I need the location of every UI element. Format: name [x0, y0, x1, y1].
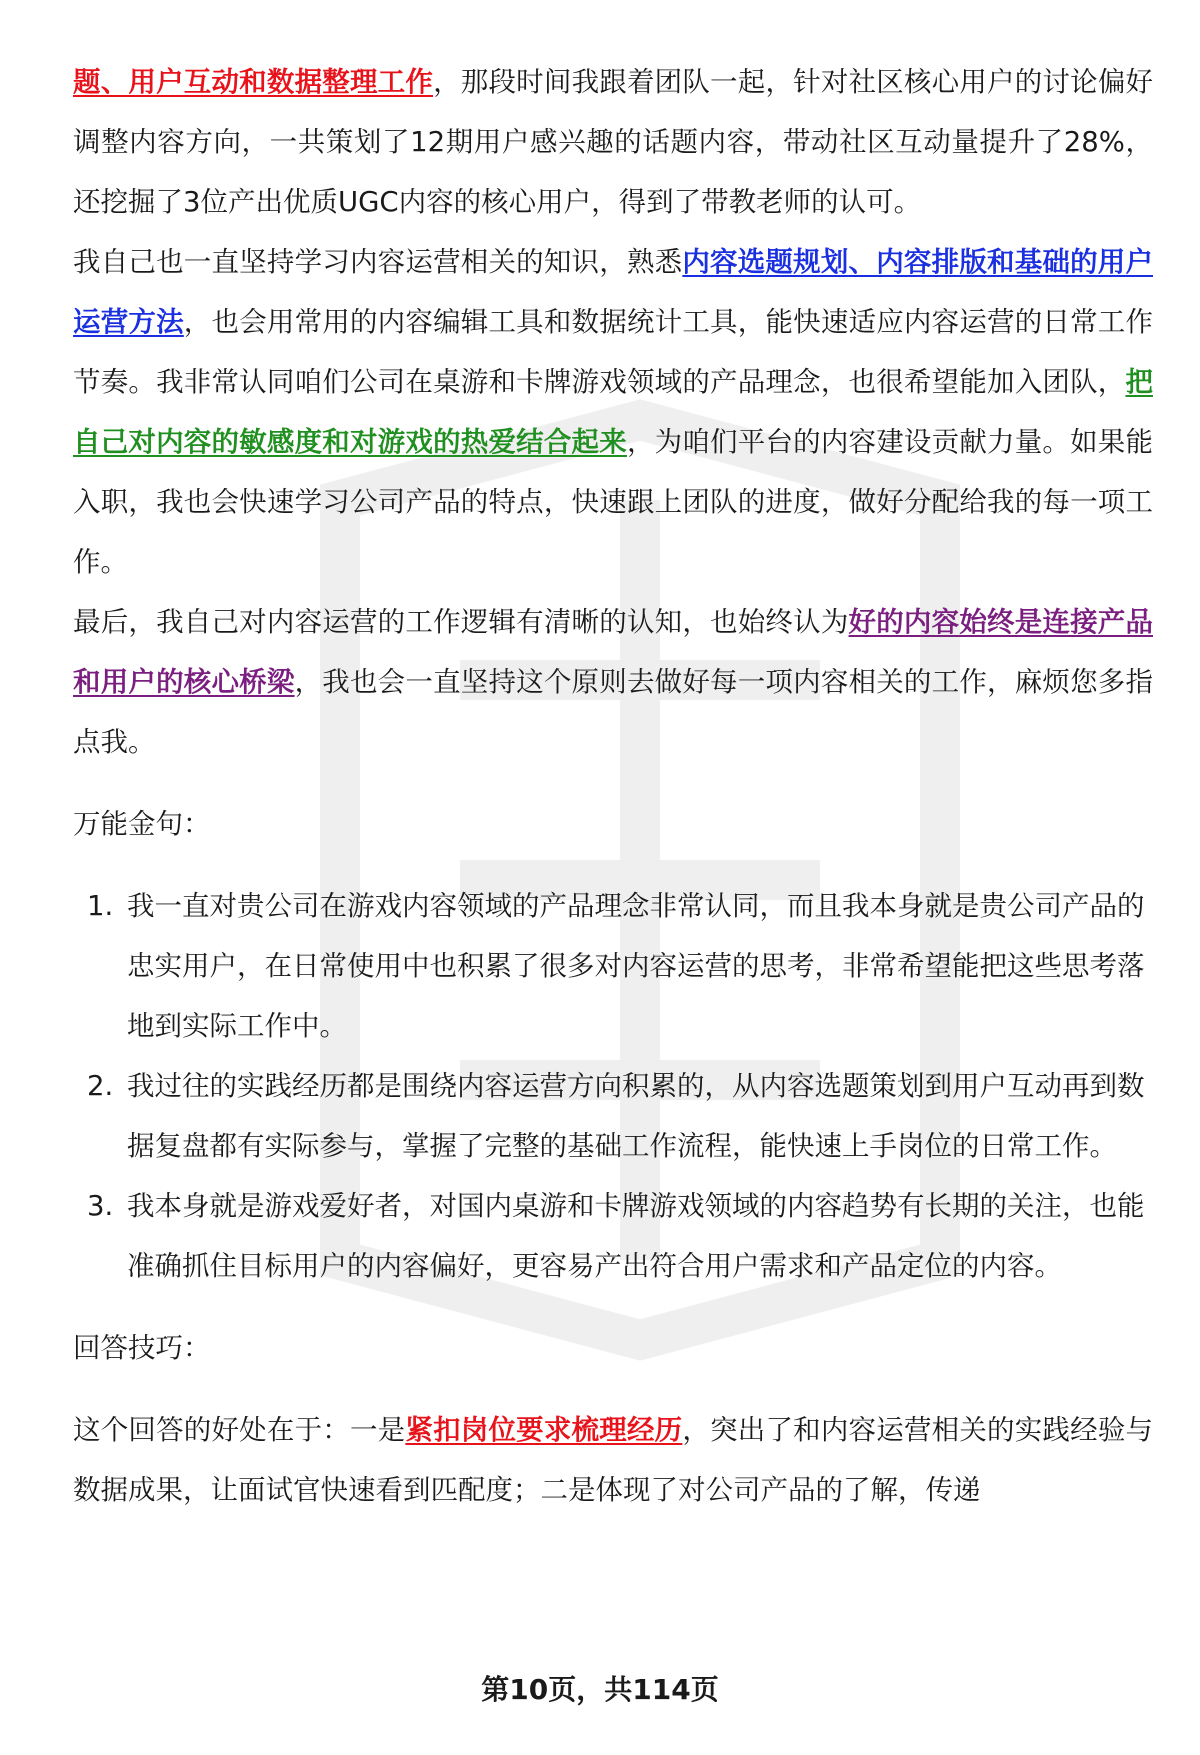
- paragraph-text: 我自己也一直坚持学习内容运营相关的知识，熟悉: [73, 246, 683, 278]
- page-number: 第10页，共114页: [481, 1673, 719, 1706]
- golden-sentences-heading: 万能金句：: [73, 808, 211, 840]
- answer-tips-heading: 回答技巧：: [73, 1332, 211, 1364]
- paragraph-skills: [73, 232, 1153, 592]
- list-text: 我过往的实践经历都是围绕内容运营方向积累的，从内容选题策划到用户互动再到数据复盘都有实际参与，掌握了完整的基础工作流程，能快速上手岗位的日常工作。: [127, 1070, 1145, 1162]
- paragraph-text: 这个回答的好处在于：一是: [73, 1414, 406, 1446]
- list-text: 我一直对贵公司在游戏内容领域的产品理念非常认同，而且我本身就是贵公司产品的忠实用户，在日常使用中也积累了很多对内容运营的思考，非常希望能把这些思考落地到实际工作中。: [127, 890, 1145, 1042]
- list-item: [73, 1056, 1153, 1176]
- paragraph-experience: [73, 52, 1153, 232]
- list-number: 2.: [87, 1070, 114, 1102]
- highlight-tips: 紧扣岗位要求梳理经历: [405, 1414, 683, 1446]
- golden-sentences-list: [73, 876, 1153, 1296]
- paragraph-closing: [73, 592, 1153, 772]
- list-number: 1.: [87, 890, 114, 922]
- highlight-skills: 内容选题规划、内容排版和基础的用户运营方法: [73, 246, 1154, 338]
- paragraph-text: ，为咱们平台的内容建设贡献力量。如果能入职，我也会快速学习公司产品的特点，快速跟上团队的进度，做好分配给我的每一项工作。: [73, 426, 1154, 578]
- paragraph-text: ，我也会一直坚持这个原则去做好每一项内容相关的工作，麻烦您多指点我。: [73, 666, 1153, 758]
- paragraph-text: 最后，我自己对内容运营的工作逻辑有清晰的认知，也始终认为: [73, 606, 849, 638]
- highlight-experience: 题、用户互动和数据整理工作: [73, 66, 434, 98]
- list-text: 我本身就是游戏爱好者，对国内桌游和卡牌游戏领域的内容趋势有长期的关注，也能准确抓住目标用户的内容偏好，更容易产出符合用户需求和产品定位的内容。: [127, 1190, 1145, 1282]
- highlight-passion: 把自己对内容的敏感度和对游戏的热爱结合起来: [73, 366, 1153, 458]
- document-page: [73, 52, 1153, 1520]
- list-item: [73, 876, 1153, 1056]
- paragraph-text: ，那段时间我跟着团队一起，针对社区核心用户的讨论偏好调整内容方向，一共策划了12期用户感兴趣的话题内容，带动社区互动量提升了28%，还挖掘了3位产出优质UGC内容的核心用户，得到了带教老师的认可。: [73, 66, 1154, 218]
- paragraph-tips: [73, 1400, 1153, 1520]
- list-number: 3.: [87, 1190, 114, 1222]
- list-item: [73, 1176, 1153, 1296]
- paragraph-text: ，突出了和内容运营相关的实践经验与数据成果，让面试官快速看到匹配度；二是体现了对公司产品的了解，传递: [73, 1414, 1154, 1506]
- paragraph-text: ，也会用常用的内容编辑工具和数据统计工具，能快速适应内容运营的日常工作节奏。我非常认同咱们公司在桌游和卡牌游戏领域的产品理念，也很希望能加入团队，: [73, 306, 1154, 398]
- highlight-bridge: 好的内容始终是连接产品和用户的核心桥梁: [73, 606, 1154, 698]
